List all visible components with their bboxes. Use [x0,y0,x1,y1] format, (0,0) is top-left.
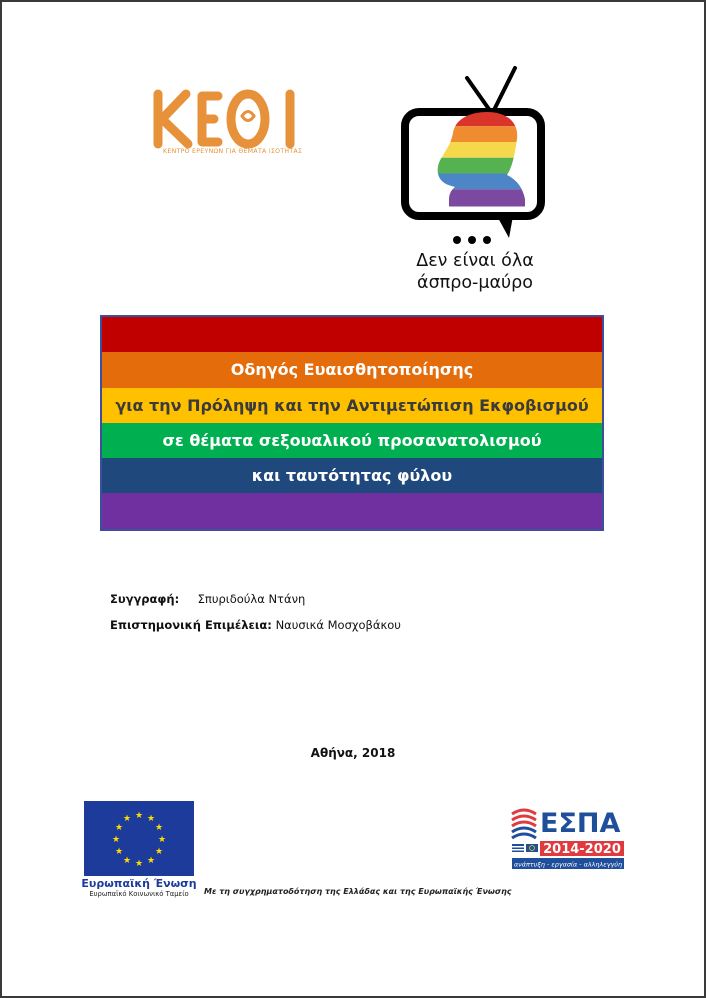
tv-caption-line-2: άσπρο-μαύρο [417,273,533,293]
espa-logo-graphic [508,800,626,872]
tv-rainbow-icon [395,62,555,252]
stripe-purple [102,493,602,528]
title-box [100,315,604,531]
title-line-2: για την Πρόληψη και την Αντιμετώπιση Εκφοβισμού [102,388,602,423]
kethi-logo-graphic [150,88,305,150]
eu-name: Ευρωπαϊκή Ένωση [81,877,197,890]
title-line-1: Οδηγός Ευαισθητοποίησης [102,352,602,387]
espa-title: ΕΣΠΑ [540,808,621,839]
author-name: Σπυριδούλα Ντάνη [197,592,306,606]
kethi-subtitle: ΚΕΝΤΡΟ ΕΡΕΥΝΩΝ ΓΙΑ ΘΕΜΑΤΑ ΙΣΟΤΗΤΑΣ [163,148,303,155]
tv-logo-caption [395,250,555,294]
credits [110,586,401,638]
tv-caption-line-1: Δεν είναι όλα [416,251,534,271]
editor-label: Επιστημονική Επιμέλεια: [110,618,272,632]
eu-stars-icon [84,801,194,876]
svg-text:★: ★ [114,847,124,857]
svg-text:★: ★ [122,856,132,866]
cofunding-statement: Με τη συγχρηματοδότηση της Ελλάδας και της Ευρωπαϊκής Ένωσης [204,887,512,896]
tv-logo [395,62,555,252]
espa-slogan: ανάπτυξη - εργασία - αλληλεγγύη [513,860,623,869]
svg-text:★: ★ [114,823,124,833]
svg-text:★: ★ [146,856,156,866]
espa-years: 2014-2020 [543,842,621,857]
title-line-3: σε θέματα σεξουαλικού προσανατολισμού [102,423,602,458]
svg-text:★: ★ [111,835,121,845]
author-row [110,586,401,612]
title-line-4: και ταυτότητας φύλου [102,458,602,493]
editor-name: Ναυσικά Μοσχοβάκου [275,618,401,632]
svg-text:★: ★ [154,847,164,857]
eu-flag [84,801,194,876]
svg-text:★: ★ [154,823,164,833]
place-date: Αθήνα, 2018 [310,746,396,760]
svg-text:★: ★ [134,811,144,821]
eu-fund: Ευρωπαϊκό Κοινωνικό Ταμείο [89,890,189,898]
svg-text:★: ★ [157,835,167,845]
espa-logo [508,800,626,872]
stripe-red [102,317,602,352]
svg-text:★: ★ [134,859,144,869]
svg-text:★: ★ [122,814,132,824]
editor-row [110,612,401,638]
svg-text:★: ★ [146,814,156,824]
kethi-logo [150,88,305,160]
author-label: Συγγραφή: [110,592,180,606]
